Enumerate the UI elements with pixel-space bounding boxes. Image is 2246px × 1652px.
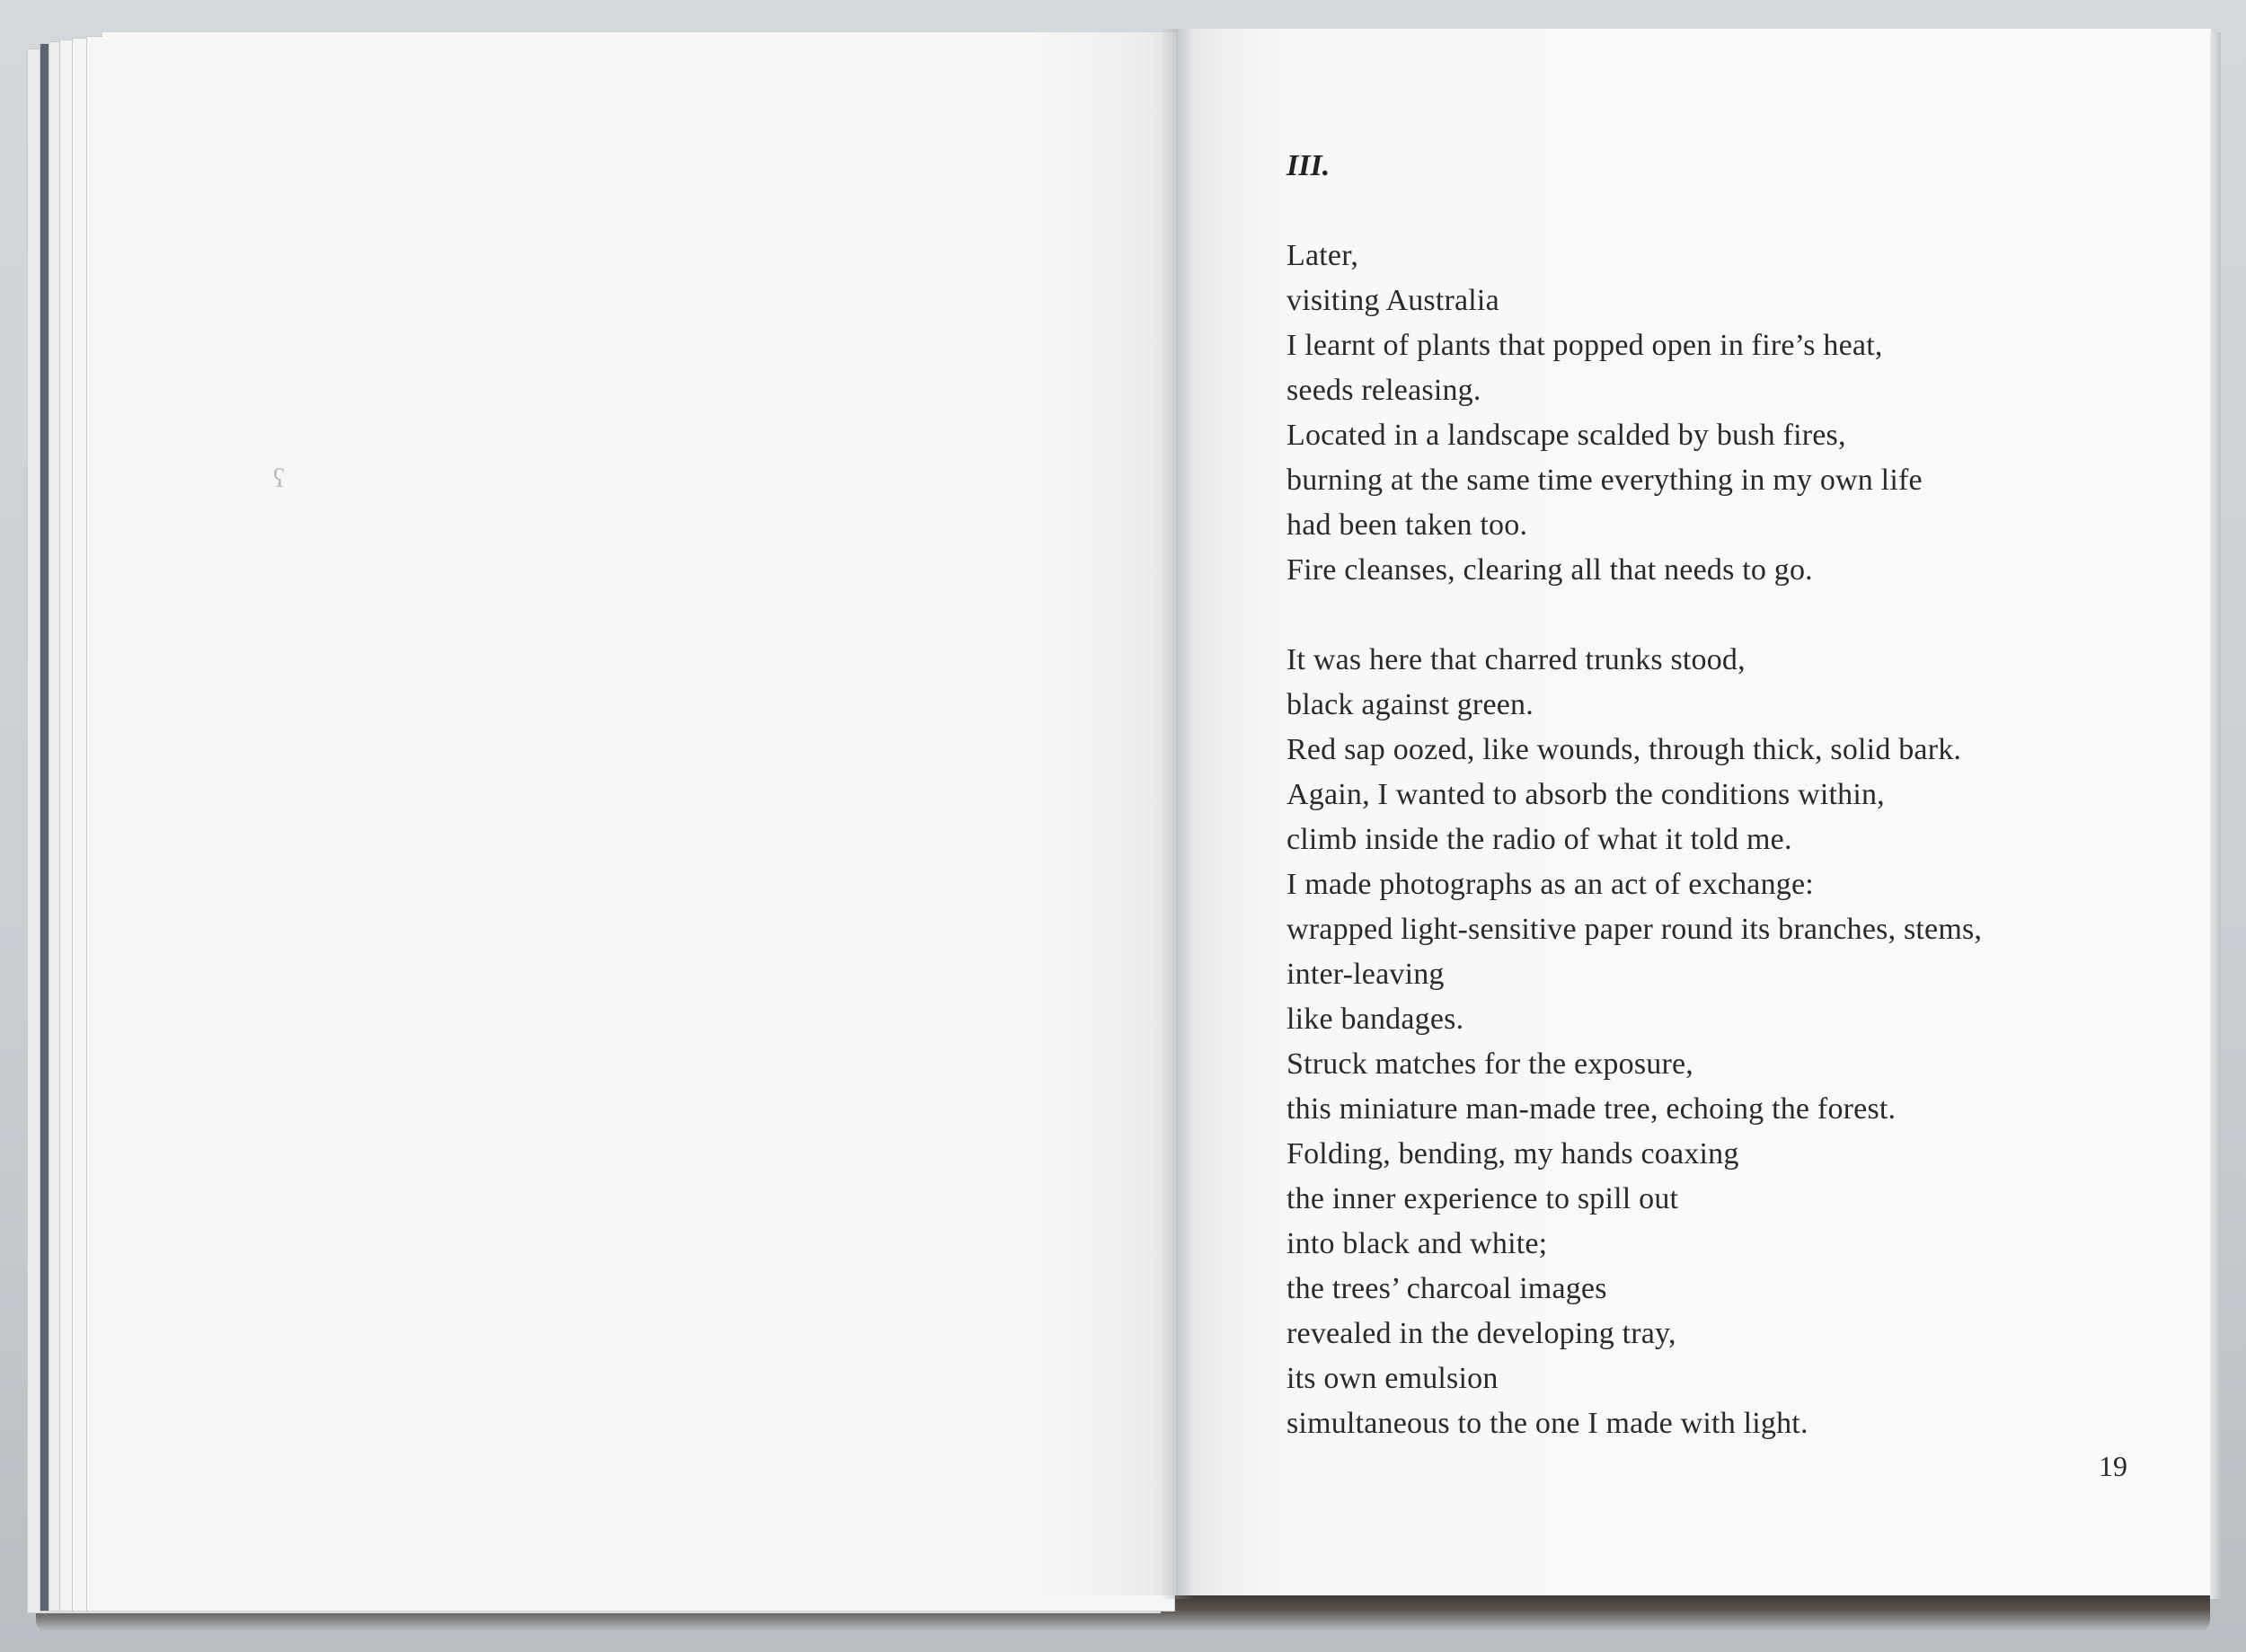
poem-text (1287, 144, 2149, 1491)
poem-line: the trees’ charcoal images (1287, 1272, 1607, 1305)
paper-speck: ʕ (273, 464, 286, 493)
right-page-edge (2210, 32, 2221, 1599)
poem-line: I learnt of plants that popped open in fire’s heat, (1287, 329, 1883, 362)
poem-line: Red sap oozed, like wounds, through thick, solid bark. (1287, 733, 1962, 766)
page-number: 19 (2099, 1450, 2127, 1482)
poem-line: Located in a landscape scalded by bush fires, (1287, 419, 1846, 452)
poem-line: Again, I wanted to absorb the conditions within, (1287, 778, 1885, 811)
poem-line: simultaneous to the one I made with light. (1287, 1407, 1808, 1440)
poem-line: this miniature man-made tree, echoing the forest. (1287, 1092, 1897, 1126)
poem-line: revealed in the developing tray, (1287, 1317, 1676, 1350)
poem-line: like bandages. (1287, 1003, 1464, 1036)
poem-line: into black and white; (1287, 1227, 1548, 1260)
poem-line: had been taken too. (1287, 508, 1528, 542)
poem-line: seeds releasing. (1287, 374, 1481, 407)
left-page-blank (102, 32, 1178, 1595)
poem-line: visiting Australia (1287, 284, 1499, 317)
poem-line: It was here that charred trunks stood, (1287, 643, 1746, 676)
poem-line: wrapped light-sensitive paper round its branches, stems, (1287, 913, 1983, 946)
poem-line: Folding, bending, my hands coaxing (1287, 1137, 1739, 1171)
book-gutter (1161, 29, 1193, 1599)
poem-line: inter-leaving (1287, 958, 1445, 991)
poem-line: Struck matches for the exposure, (1287, 1047, 1693, 1081)
poem-line: climb inside the radio of what it told me. (1287, 823, 1792, 856)
poem-line: the inner experience to spill out (1287, 1182, 1679, 1215)
stanza-1 (1287, 234, 2149, 593)
poem-line: I made photographs as an act of exchange: (1287, 868, 1814, 901)
poem-line: black against green. (1287, 688, 1534, 721)
section-title: III. (1287, 149, 1331, 182)
poem-line: burning at the same time everything in my own life (1287, 464, 1923, 497)
stanza-2 (1287, 638, 2149, 1446)
poem-line: Fire cleanses, clearing all that needs to go. (1287, 553, 1813, 587)
poem-line: its own emulsion (1287, 1362, 1499, 1395)
poem-line: Later, (1287, 239, 1359, 272)
